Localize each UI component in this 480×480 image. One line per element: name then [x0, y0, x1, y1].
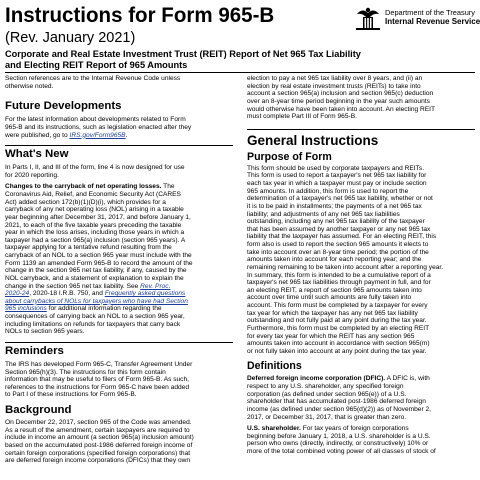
- dfic-definition-paragraph: Deferred foreign income corporation (DFIC). A DFIC is, with respect to any U.S. shareholder, any specified foreign corporation (as defined under section 965(e)) of a U.S. shareholder that has accumulated post-1986 deferred foreign income (as defined under section 965(d)(2)) as of November 2, 2017, or December 31, 2017, that is greater than zero.: [247, 375, 431, 421]
- faq-carrybacks-link[interactable]: about carrybacks of NOLs for taxpayers who have had Section: [5, 297, 188, 305]
- dfic-lead: Deferred foreign income corporation (DFIC).: [247, 375, 386, 383]
- faq-carrybacks-link[interactable]: Frequently asked questions: [104, 290, 186, 298]
- purpose-paragraph: This form should be used by corporate taxpayers and REITs. This form is used to report a taxpayer's net 965 tax liability for each tax year in which a taxpayer must pay or include section 965 amounts. In addition, this form is used to report the determination of a taxpayer's net 965 tax liability, whether or not it is to be paid in installments; the payments of a net 965 tax liability; and adjustments of any net 965 tax liabilities outstanding, including any net 965 tax liability of the taxpayer that has been assumed by another taxpayer or any net 965 tax liability that the taxpayer has assumed. For an electing REIT, this form also is used to report the section 965 amounts it elects to take into account over an 8-year time period; the portion of the amounts taken into account for each reporting year; and the remaining remaining to be taken into account after a reporting year. In summary, this form is intended to be a cumulative report of a taxpayer's net 965 tax liabilities through payment in full, and for an electing REIT, a report of section 965 amounts taken into account over time until such amounts are fully taken into account. This form must be completed by a taxpayer for every tax year for which the taxpayer has any net 965 tax liability outstanding and not fully paid at any point during the tax year. Furthermore, this form must be completed by an electing REIT for every tax year for which the REIT has any section 965 amounts taken into account in accordance with section 965(m) or not fully taken into account at any point during the tax year.: [247, 164, 444, 355]
- faq-carrybacks-link[interactable]: 965 inclusions: [5, 305, 47, 313]
- whats-new-heading: What's New: [5, 148, 69, 161]
- general-instructions-heading: General Instructions: [247, 132, 379, 148]
- left-column: [5, 75, 233, 480]
- form-subtitle-line: Corporate and Real Estate Investment Trust (REIT) Report of Net 965 Tax Liability: [5, 48, 361, 59]
- elections-paragraph: election to pay a net 965 tax liability over 8 years, and (ii) an election by real estate investment trusts (REITs) to take into account a section 965(a) inclusion and section 965(c) deduction over an 8-year time period beginning in the year such amounts would otherwise have been taken into account. An electing REIT must complete Part III of Form 965-B.: [247, 75, 436, 121]
- whats-new-paragraph: In Parts I, II, and III of the form, line 4 is now designed for use for 2020 reporting.: [5, 164, 185, 179]
- definitions-heading: Definitions: [247, 360, 302, 373]
- form-subtitle-line: and Electing REIT Report of 965 Amounts: [5, 59, 188, 70]
- reminders-paragraph: The IRS has developed Form 965-C, Transfer Agreement Under Section 965(h)(3). The instructions for this form contain information that may be useful to filers of Form 965-B. As such, references to the instructions for Form 965-C have been added to Part I of these instructions for Form 965-B.: [5, 360, 193, 399]
- purpose-of-form-heading: Purpose of Form: [247, 150, 332, 163]
- agency-irs: Internal Revenue Service: [385, 17, 480, 26]
- us-shareholder-lead: U.S. shareholder.: [247, 425, 301, 433]
- rev-proc-link[interactable]: Rev. Proc.: [140, 282, 171, 290]
- us-shareholder-definition-paragraph: U.S. shareholder. For tax years of foreign corporations beginning before January 1, 2018, a U.S. shareholder is a U.S. person who owns (directly, indirectly, or constructively) 10% or more of the total combined voting power of all classes of stock of: [247, 425, 436, 455]
- nol-carryback-paragraph: Changes to the carryback of net operating losses. The Coronavirus Aid, Relief, and Economic Security Act (CARES Act) added section 172(b)(1)(D)(i), which provides for a carryback of any net operating loss (NOL) arising in a taxable year beginning after December 31, 2017, and before January 1, 2021, to each of the five taxable years preceding the taxable year in which the loss arises, including those years in which a taxpayer had a section 965(a) inclusion (section 965 years). A taxpayer applying for a tentative refund resulting from the carryback of an NOL to a section 965 year must include with the Form 1139 an amended Form 965-B to record the amount of the change in the section 965 net tax liability, if any, caused by the NOL carryback, and a statement of explanation to explain the change in the section 965 net tax liability. See Rev. Proc. 2020-24, 2020-18 I.R.B. 750, and Frequently asked questions about carrybacks of NOLs for taxpayers who have had Section 965 inclusions for additional information regarding the consequences of carrying back an NOL to a section 965 year, including limitations on refunds for taxpayers that carry back NOLs to section 965 years.: [5, 183, 193, 336]
- form-revision: (Rev. January 2021): [5, 30, 136, 46]
- form965b-link[interactable]: IRS.gov/Form965B: [69, 131, 126, 139]
- rev-proc-link[interactable]: 2020-24: [5, 290, 30, 298]
- form-title: Instructions for Form 965-B: [5, 3, 275, 27]
- agency-department: Department of the Treasury: [385, 8, 475, 17]
- background-heading: Background: [5, 404, 72, 416]
- background-paragraph: On December 22, 2017, section 965 of the Code was amended. As a result of the amendment, certain taxpayers are required to include in income an amount (a section 965(a) inclusion amount) based on the accumulated post-1986 deferred foreign income of certain foreign corporations (specified foreign corporations) that are deferred foreign income corporations (DFICs) that they own: [5, 419, 194, 465]
- future-developments-heading: Future Developments: [5, 100, 122, 113]
- intro-paragraph: Section references are to the Internal Revenue Code unless otherwise noted.: [5, 75, 181, 90]
- nol-carryback-lead: Changes to the carryback of net operating losses.: [5, 183, 162, 191]
- reminders-heading: Reminders: [5, 344, 64, 357]
- future-developments-paragraph: For the latest information about developments related to Form 965-B and its instructions, such as legislation enacted after they were published, go to IRS.gov/Form965B.: [5, 116, 192, 139]
- right-column: [247, 0, 475, 480]
